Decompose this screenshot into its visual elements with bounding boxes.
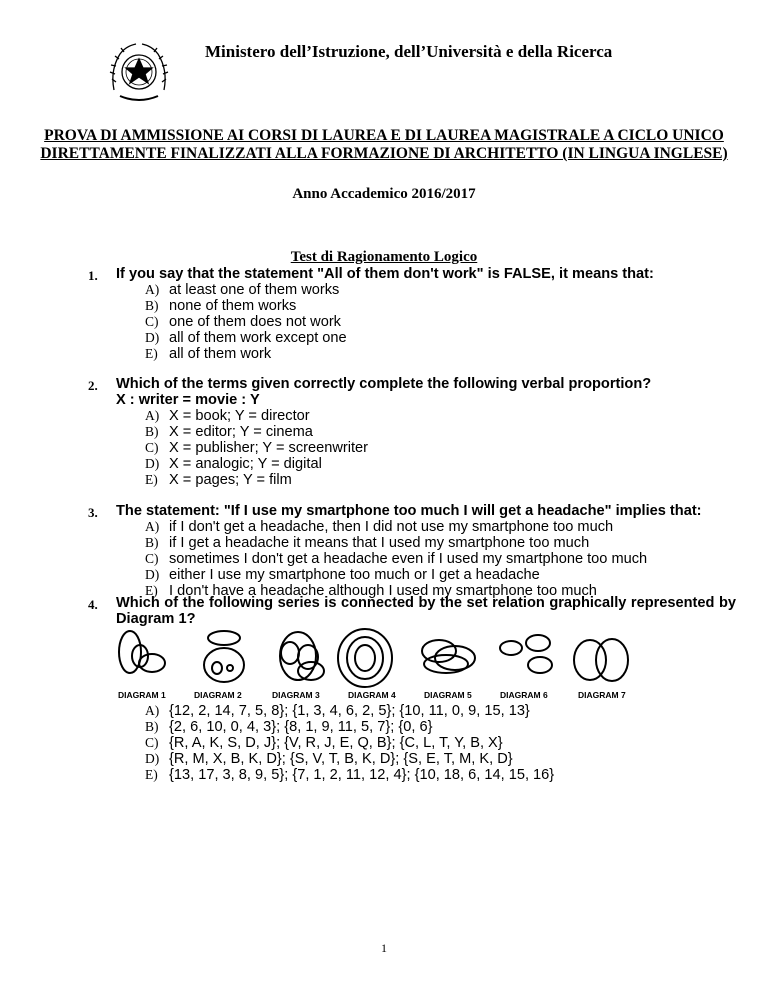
question-2-options [145, 408, 368, 488]
question-2-number: 2. [88, 378, 98, 393]
question-3-option-a[interactable]: A) if I don't get a headache, then I did not use my smartphone too much [145, 519, 614, 535]
question-4-option-a[interactable]: A) {12, 2, 14, 7, 5, 8}; {1, 3, 4, 6, 2, 5}; {10, 11, 0, 9, 15, 13} [145, 703, 530, 719]
diagram-1-label: DIAGRAM 1 [118, 690, 166, 700]
academic-year: Anno Accademico 2016/2017 [292, 186, 476, 202]
question-3-option-d[interactable]: D) either I use my smartphone too much or I get a headache [145, 567, 540, 583]
question-4-option-d[interactable]: D) {R, M, X, B, K, D}; {S, V, T, B, K, D}; {S, E, T, M, K, D} [145, 751, 513, 767]
diagram-3-label: DIAGRAM 3 [272, 690, 320, 700]
page-number: 1 [381, 941, 387, 955]
exam-title-line-2: DIRETTAMENTE FINALIZZATI ALLA FORMAZIONE DI ARCHITETTO (IN LINGUA INGLESE) [40, 145, 728, 162]
diagram-5-graphic [422, 640, 475, 673]
question-3-option-c[interactable]: C) sometimes I don't get a headache even if I used my smartphone too much [145, 551, 648, 567]
question-3-number: 3. [88, 505, 98, 520]
question-4-option-c[interactable]: C) {R, A, K, S, D, J}; {V, R, J, E, Q, B}; {C, L, T, Y, B, X} [145, 735, 503, 751]
diagram-3-graphic [280, 632, 324, 680]
question-2-option-c[interactable]: C) X = publisher; Y = screenwriter [145, 440, 369, 456]
question-1-option-a[interactable]: A) at least one of them works [145, 282, 340, 298]
question-1-options [145, 282, 347, 362]
question-2-option-a[interactable]: A) X = book; Y = director [145, 408, 310, 424]
diagram-7-graphic [574, 639, 628, 681]
question-1-option-e[interactable]: E) all of them work [145, 346, 272, 362]
question-2-text [116, 376, 736, 408]
question-2-option-d[interactable]: D) X = analogic; Y = digital [145, 456, 322, 472]
question-2-option-b[interactable]: B) X = editor; Y = cinema [145, 424, 313, 440]
question-1-option-c[interactable]: C) one of them does not work [145, 314, 341, 330]
question-1-option-b[interactable]: B) none of them works [145, 298, 297, 314]
diagram-6-graphic [500, 635, 552, 673]
question-2-option-e[interactable]: E) X = pages; Y = film [145, 472, 292, 488]
set-diagrams-figure [112, 628, 652, 702]
question-1-text: If you say that the statement "All of them don't work" is FALSE, it means that: [116, 266, 654, 282]
question-3-text: The statement: "If I use my smartphone too much I will get a headache" implies that: [116, 503, 702, 519]
italian-republic-emblem-icon [106, 40, 172, 106]
ministry-heading: Ministero dell’Istruzione, dell’Università e della Ricerca [205, 42, 613, 61]
question-2-prompt: Which of the terms given correctly complete the following verbal proportion? [116, 376, 652, 392]
diagram-2-label: DIAGRAM 2 [194, 690, 242, 700]
question-3-option-e[interactable]: E) I don't have a headache although I used my smartphone too much [145, 583, 597, 599]
question-1-option-d[interactable]: D) all of them work except one [145, 330, 347, 346]
diagram-2-graphic [204, 631, 244, 682]
diagram-7-label: DIAGRAM 7 [578, 690, 626, 700]
diagram-1-graphic [119, 631, 165, 673]
diagram-4-graphic [338, 629, 392, 687]
question-3-option-b[interactable]: B) if I get a headache it means that I used my smartphone too much [145, 535, 590, 551]
question-4-options [145, 703, 554, 783]
question-2-proportion: X : writer = movie : Y [116, 392, 260, 408]
diagram-6-label: DIAGRAM 6 [500, 690, 548, 700]
question-4-number: 4. [88, 597, 98, 612]
question-1-number: 1. [88, 268, 98, 283]
question-4-text: Which of the following series is connected by the set relation graphically represented by Diagram 1? [116, 595, 736, 627]
question-3-options [145, 519, 647, 599]
section-title: Test di Ragionamento Logico [290, 249, 478, 265]
diagram-4-label: DIAGRAM 4 [348, 690, 396, 700]
question-4-option-b[interactable]: B) {2, 6, 10, 0, 4, 3}; {8, 1, 9, 11, 5, 7}; {0, 6} [145, 719, 433, 735]
exam-title-line-1: PROVA DI AMMISSIONE AI CORSI DI LAUREA E DI LAUREA MAGISTRALE A CICLO UNICO [44, 127, 724, 144]
question-4-option-e[interactable]: E) {13, 17, 3, 8, 9, 5}; {7, 1, 2, 11, 12, 4}; {10, 18, 6, 14, 15, 16} [145, 767, 555, 783]
diagram-5-label: DIAGRAM 5 [424, 690, 472, 700]
